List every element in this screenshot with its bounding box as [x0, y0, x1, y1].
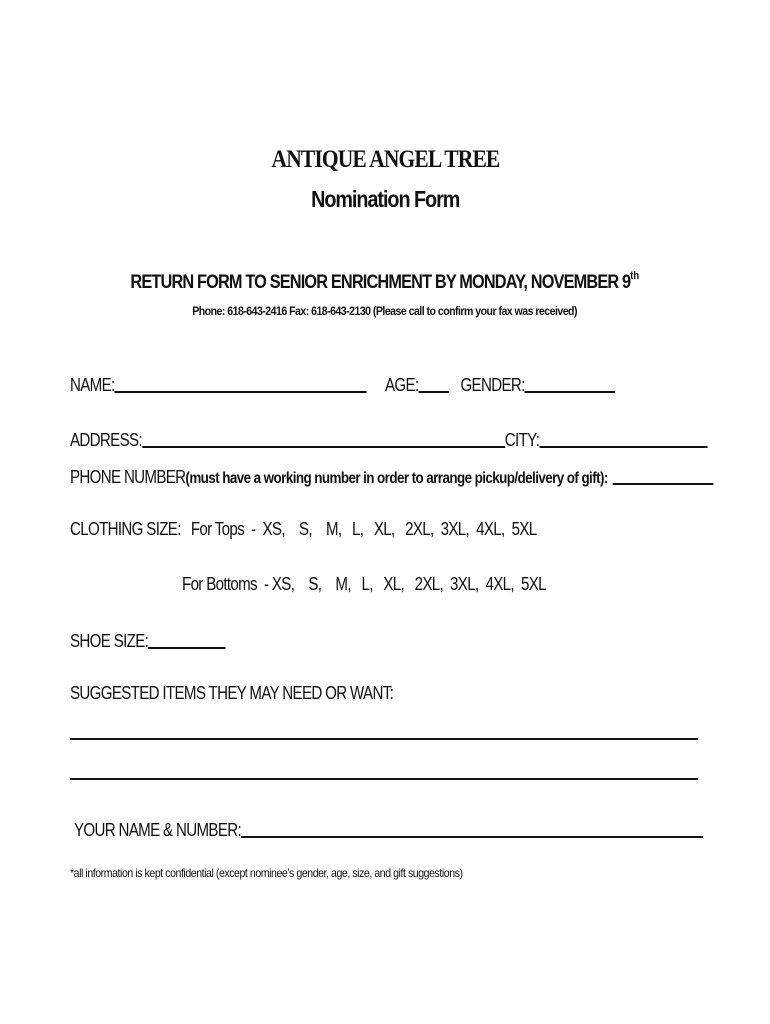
nominator-row	[74, 818, 770, 841]
age-field[interactable]	[418, 373, 448, 393]
name-label: NAME:	[70, 375, 115, 395]
return-text: RETURN FORM TO SENIOR ENRICHMENT BY MONDAY, NOVEMBER 9	[130, 272, 631, 293]
return-sup: th	[630, 270, 640, 282]
address-row	[70, 428, 770, 451]
shoe-field[interactable]	[148, 629, 225, 649]
phone-row	[70, 465, 770, 488]
suggested-items-line-2[interactable]	[70, 778, 698, 780]
address-field[interactable]	[142, 428, 505, 448]
clothing-label: CLOTHING SIZE:	[70, 519, 181, 539]
bottoms-sizes: For Bottoms - XS, S, M, L, XL, 2XL, 3XL, 4XL, 5XL	[182, 574, 546, 594]
suggested-items-line-1[interactable]	[70, 738, 698, 740]
shoe-size-row	[70, 629, 255, 652]
suggested-items-row	[70, 683, 455, 704]
phone-field[interactable]	[613, 465, 714, 485]
gender-field[interactable]	[525, 373, 616, 393]
age-label: AGE:	[385, 375, 419, 395]
name-field[interactable]	[115, 373, 367, 393]
shoe-label: SHOE SIZE:	[70, 631, 149, 651]
city-field[interactable]	[539, 428, 707, 448]
address-label: ADDRESS:	[70, 430, 142, 450]
tops-sizes: For Tops - XS, S, M, L, XL, 2XL, 3XL, 4XL, 5XL	[190, 519, 537, 539]
phone-label: PHONE NUMBER	[70, 467, 186, 487]
clothing-bottoms-row	[182, 574, 615, 595]
your-name-label: YOUR NAME & NUMBER:	[74, 820, 242, 840]
confidentiality-note: *all information is kept confidential (except nominee’s gender, age, size, and gift suggestions)	[70, 866, 463, 880]
form-subtitle: Nomination Form	[310, 186, 460, 212]
return-instruction	[0, 270, 770, 294]
clothing-tops-row	[70, 519, 625, 540]
contact-info: Phone: 618-643-2416 Fax: 618-643-2130 (Please call to confirm your fax was received)	[192, 304, 578, 318]
gender-label: GENDER:	[460, 375, 525, 395]
city-label: CITY:	[504, 430, 540, 450]
form-title: ANTIQUE ANGEL TREE	[271, 146, 499, 173]
suggested-label: SUGGESTED ITEMS THEY MAY NEED OR WANT:	[70, 683, 394, 703]
phone-note: (must have a working number in order to arrange pickup/delivery of gift):	[185, 470, 608, 487]
name-age-gender-row	[70, 373, 719, 396]
your-name-field[interactable]	[241, 818, 703, 838]
